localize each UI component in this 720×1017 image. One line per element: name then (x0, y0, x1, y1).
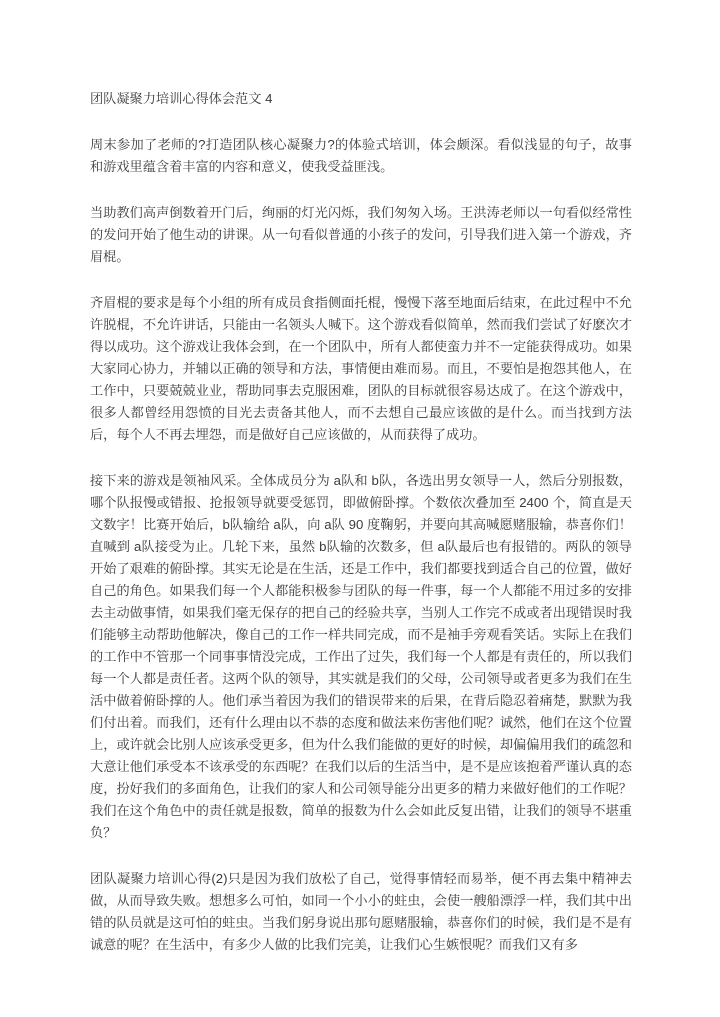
paragraph-game-lingxiufengcai: 接下来的游戏是领袖风采。全体成员分为 a队和 b队，各选出男女领导一人，然后分别报数，哪个队报慢或错报、抢报领导就要受惩罚，即做俯卧撑。个数依次叠加至 2400 个，简直是天文数字！比赛开始后，b队输给 a队，向 a队 90 度鞠躬，并要向其高喊愿赌服输，恭喜你们！直喊到 a队接受为止。几轮下来，虽然 b队输的次数多，但 a队最后也有报错的。两队的领导开始了艰难的俯卧撑。其实无论是在生活，还是工作中，我们都要找到适合自己的位置，做好自己的角色。如果我们每一个人都能积极参与团队的每一件事，每一个人都能不用过多的安排去主动做事情，如果我们毫无保存的把自己的经验共享，当别人工作完不成或者出现错误时我们能够主动帮助他解决，像自己的工作一样共同完成，而不是袖手旁观看笑话。实际上在我们的工作中不管那一个同事事情没完成，工作出了过失，我们每一个人都是有责任的，所以我们每一个人都是责任者。这两个队的领导，其实就是我们的父母，公司领导或者更多为我们在生活中做着俯卧撑的人。他们承当着因为我们的错误带来的后果，在背后隐忍着痛楚，默默为我们付出着。而我们，还有什么理由以不恭的态度和做法来伤害他们呢？诚然，他们在这个位置上，或许就会比别人应该承受更多，但为什么我们能做的更好的时候，却偏偏用我们的疏忽和大意让他们承受本不该承受的东西呢？在我们以后的生活当中，是不是应该抱着严谨认真的态度，扮好我们的多面角色，让我们的家人和公司领导能分出更多的精力来做好他们的工作呢？我们在这个角色中的责任就是报数，简单的报数为什么会如此反复出错，让我们的领导不堪重负？ (90, 473, 632, 840)
paragraph-intro: 周末参加了老师的?打造团队核心凝聚力?的体验式培训，体会颇深。看似浅显的句子，故事和游戏里蕴含着丰富的内容和意义，使我受益匪浅。 (90, 137, 632, 174)
document-title: 团队凝聚力培训心得体会范文 4 (90, 91, 273, 106)
paragraph-reflection: 团队凝聚力培训心得(2)只是因为我们放松了自己，觉得事情轻而易举，便不再去集中精神去做，从而导致失败。想想多么可怕，如同一个小小的蛀虫，会使一艘船漂浮一样，我们其中出错的队员就是这可怕的蛀虫。当我们躬身说出那句愿赌服输，恭喜你们的时候，我们是不是有诚意的呢？在生活中，有多少人做的比我们完美，让我们心生嫉恨呢？而我们又有多 (90, 871, 632, 952)
paragraph-game-qimeigun: 齐眉棍的要求是每个小组的所有成员食指侧面托棍，慢慢下落至地面后结束，在此过程中不允许脱棍，不允许讲话，只能由一名领头人喊下。这个游戏看似简单，然而我们尝试了好麽次才得以成功。这个游戏让我体会到，在一个团队中，所有人都使蛮力并不一定能获得成功。如果大家同心协力，并辅以正确的领导和方法，事情便由难而易。而且，不要怕是抱怨其他人，在工作中，只要兢兢业业，帮助同事去克服困难，团队的目标就很容易达成了。在这个游戏中，很多人都曾经用怨愤的目光去责备其他人，而不去想自己最应该做的是什么。而当找到方法后，每个人不再去埋怨，而是做好自己应该做的，从而获得了成功。 (90, 295, 632, 442)
paragraph-opening: 当助教们高声倒数着开门后，绚丽的灯光闪烁，我们匆匆入场。王洪涛老师以一句看似经常性的发问开始了他生动的讲课。从一句看似普通的小孩子的发问，引导我们进入第一个游戏，齐眉棍。 (90, 205, 632, 264)
document-content (90, 88, 632, 956)
